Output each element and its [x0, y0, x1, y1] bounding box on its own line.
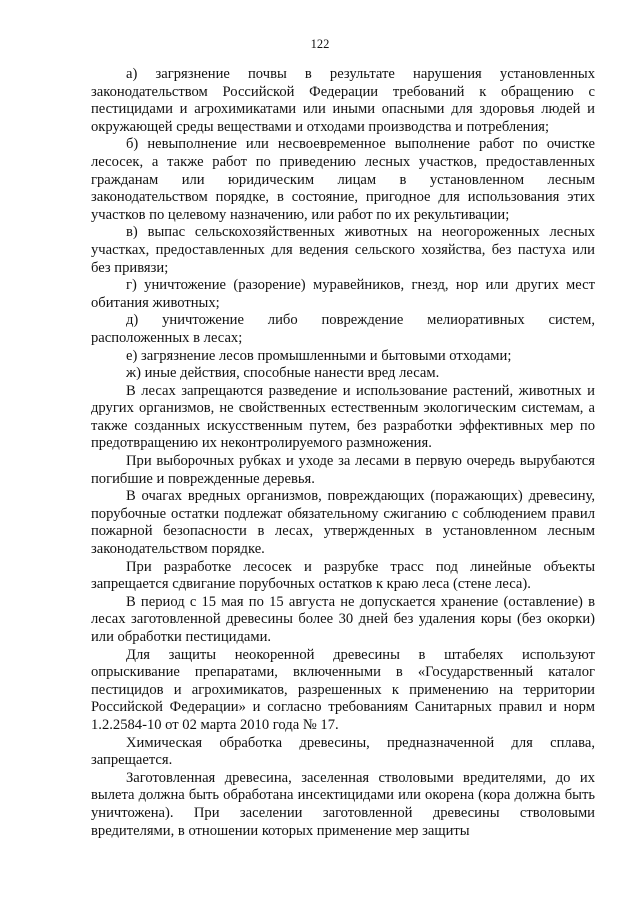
paragraph-chemical-treatment: Химическая обработка древесины, предназначенной для сплава, запрещается.: [91, 734, 595, 769]
paragraph-item-v: в) выпас сельскохозяйственных животных на неогороженных лесных участках, предоставленных для ведения сельского хозяйства, без пастуха или без привязи;: [91, 224, 595, 276]
paragraph-item-e: е) загрязнение лесов промышленными и бытовыми отходами;: [126, 347, 512, 364]
paragraph-selective-felling: При выборочных рубках и уходе за лесами в первую очередь вырубаются погибшие и поврежденные деревья.: [91, 453, 595, 487]
body-text: [91, 66, 595, 840]
paragraph-item-g: г) уничтожение (разорение) муравейников, гнезд, нор или других мест обитания животных;: [91, 277, 595, 311]
paragraph-item-b: б) невыполнение или несвоевременное выполнение работ по очистке лесосек, а также работ по приведению лесных участков, предоставленных гражданам или юридическим лицам в установленном лесным законодательством порядке, в состояние, пригодное для использования этих участков по целевому назначению, или работ по их рекультивации;: [91, 136, 595, 223]
paragraph-alien-species: В лесах запрещаются разведение и использование растений, животных и других организмов, не свойственных естественным экологическим системам, а также созданных искусственным путем, без разработки эффективных мер по предотвращению их неконтролируемого размножения.: [91, 382, 595, 452]
paragraph-pest-foci: В очагах вредных организмов, повреждающих (поражающих) древесину, порубочные остатки подлежат обязательному сжиганию с соблюдением правил пожарной безопасности в лесах, утвержденных в установленном лесным законодательством порядке.: [91, 488, 595, 558]
paragraph-infested-timber: Заготовленная древесина, заселенная стволовыми вредителями, до их вылета должна быть обработана инсектицидами или окорена (кора должна быть уничтожена). При заселении заготовленной древесины стволовыми вредителями, в отношении которых применение мер защиты: [91, 769, 595, 839]
paragraph-storage-period: В период с 15 мая по 15 августа не допускается хранение (оставление) в лесах заготовленной древесины более 30 дней без удаления коры (без окорки) или обработки пестицидами.: [91, 593, 595, 645]
paragraph-cutting-areas: При разработке лесосек и разрубке трасс под линейные объекты запрещается сдвигание порубочных остатков к краю леса (стене леса).: [91, 558, 595, 593]
paragraph-item-d: д) уничтожение либо повреждение мелиоративных систем, расположенных в лесах;: [91, 312, 595, 346]
paragraph-item-zh: ж) иные действия, способные нанести вред лесам.: [126, 365, 440, 382]
paragraph-stack-protection: Для защиты неокоренной древесины в штабелях используют опрыскивание препаратами, включенными в «Государственный каталог пестицидов и агрохимикатов, разрешенных к применению на территории Российской Федерации» и согласно требованиям Санитарных правил и норм 1.2.2584-10 от 02 марта 2010 года № 17.: [91, 646, 595, 733]
page-number: 122: [310, 37, 330, 51]
paragraph-item-a: а) загрязнение почвы в результате нарушения установленных законодательством Российской Федерации требований к обращению с пестицидами и агрохимикатами или иными опасными для здоровья людей и окружающей среды веществами и отходами производства и потребления;: [91, 66, 595, 135]
